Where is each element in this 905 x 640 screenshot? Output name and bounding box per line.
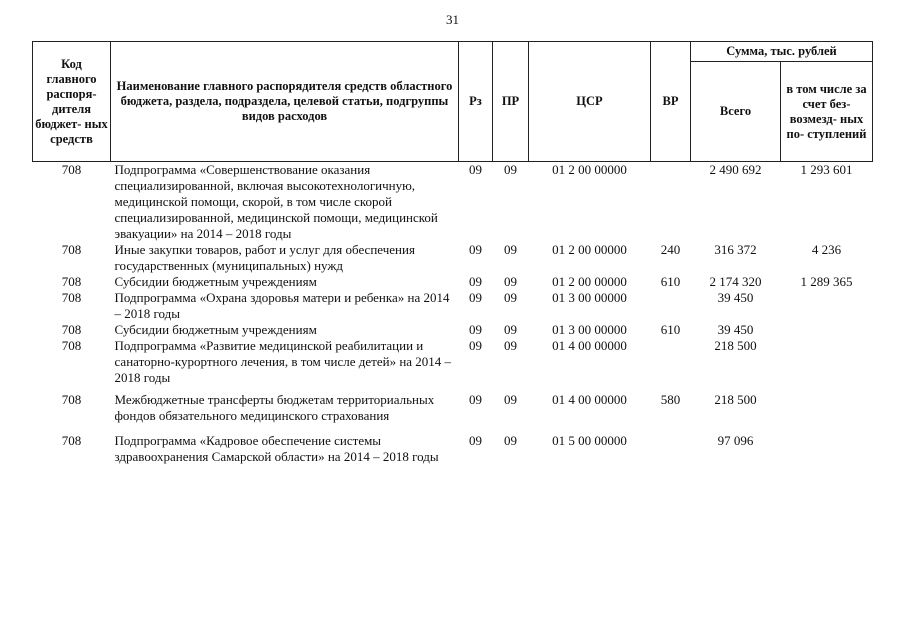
row-rz: 09 xyxy=(469,322,482,337)
header-code: Код главного распоря- дителя бюджет- ных средств xyxy=(33,42,111,162)
header-vr: ВР xyxy=(651,42,691,162)
row-rz: 09 xyxy=(469,242,482,257)
row-pr: 09 xyxy=(504,242,517,257)
row-name: Подпрограмма «Развитие медицинской реабилитации и санаторно-курортного лечения, в том числе детей» на 2014 – 2018 годы xyxy=(114,338,452,385)
row-incl xyxy=(781,290,873,322)
row-code: 708 xyxy=(61,162,82,177)
row-vr xyxy=(651,338,691,386)
table-row xyxy=(33,162,873,243)
row-csr: 01 3 00 00000 xyxy=(552,290,627,305)
table-row xyxy=(33,322,873,338)
row-incl: 4 236 xyxy=(811,242,842,257)
row-total: 39 450 xyxy=(717,290,754,305)
row-incl xyxy=(781,433,873,465)
row-total: 39 450 xyxy=(717,322,754,337)
row-name: Подпрограмма «Совершенствование оказания специализированной, включая высокотехнологичную, медицинской помощи, скорой, в том числе скорой специализированной, медицинской помощи, медицинской эвакуации» на 2014 – 2018 годы xyxy=(114,162,438,241)
row-pr: 09 xyxy=(504,392,517,407)
row-total: 2 174 320 xyxy=(709,274,762,289)
row-name: Подпрограмма «Кадровое обеспечение системы здравоохранения Самарской области» на 2014 – 2018 годы xyxy=(114,433,439,464)
row-csr: 01 5 00 00000 xyxy=(552,433,627,448)
row-rz: 09 xyxy=(469,338,482,353)
table-row xyxy=(33,433,873,465)
row-vr: 580 xyxy=(660,392,681,407)
row-name: Субсидии бюджетным учреждениям xyxy=(114,274,317,289)
row-rz: 09 xyxy=(469,433,482,448)
header-csr: ЦСР xyxy=(529,42,651,162)
row-rz: 09 xyxy=(469,274,482,289)
row-csr: 01 2 00 00000 xyxy=(552,162,627,177)
row-pr: 09 xyxy=(504,338,517,353)
row-csr: 01 4 00 00000 xyxy=(552,392,627,407)
row-pr: 09 xyxy=(504,162,517,177)
row-rz: 09 xyxy=(469,290,482,305)
row-total: 2 490 692 xyxy=(709,162,762,177)
row-name: Субсидии бюджетным учреждениям xyxy=(114,322,317,337)
header-sum-group: Сумма, тыс. рублей xyxy=(691,42,873,62)
table-row xyxy=(33,274,873,290)
row-code: 708 xyxy=(61,242,82,257)
row-vr: 610 xyxy=(660,322,681,337)
header-incl: в том числе за счет без- возмезд- ных по- ступлений xyxy=(781,62,873,162)
row-pr: 09 xyxy=(504,290,517,305)
row-pr: 09 xyxy=(504,274,517,289)
row-pr: 09 xyxy=(504,322,517,337)
row-vr: 240 xyxy=(660,242,681,257)
row-csr: 01 2 00 00000 xyxy=(552,274,627,289)
row-total: 218 500 xyxy=(714,338,757,353)
row-total: 316 372 xyxy=(714,242,757,257)
page-number: 31 xyxy=(446,12,459,27)
row-code: 708 xyxy=(61,338,82,353)
row-rz: 09 xyxy=(469,162,482,177)
row-incl: 1 289 365 xyxy=(800,274,853,289)
row-code: 708 xyxy=(61,322,82,337)
row-vr: 610 xyxy=(660,274,681,289)
row-name: Подпрограмма «Охрана здоровья матери и ребенка» на 2014 – 2018 годы xyxy=(114,290,450,321)
row-incl xyxy=(781,386,873,424)
row-incl xyxy=(781,322,873,338)
row-pr: 09 xyxy=(504,433,517,448)
row-csr: 01 4 00 00000 xyxy=(552,338,627,353)
row-code: 708 xyxy=(61,274,82,289)
row-rz: 09 xyxy=(469,392,482,407)
row-incl: 1 293 601 xyxy=(800,162,853,177)
table-row xyxy=(33,290,873,322)
row-vr xyxy=(651,433,691,465)
row-vr xyxy=(651,162,691,243)
row-code: 708 xyxy=(61,392,82,407)
row-code: 708 xyxy=(61,290,82,305)
header-pr: ПР xyxy=(493,42,529,162)
table-row xyxy=(33,242,873,274)
row-name: Иные закупки товаров, работ и услуг для обеспечения государственных (муниципальных) нужд xyxy=(114,242,415,273)
row-code: 708 xyxy=(61,433,82,448)
budget-table xyxy=(32,41,873,465)
row-vr xyxy=(651,290,691,322)
header-name: Наименование главного распорядителя средств областного бюджета, раздела, подраздела, целевой статьи, подгруппы видов расходов xyxy=(111,42,459,162)
header-total: Всего xyxy=(691,62,781,162)
row-csr: 01 2 00 00000 xyxy=(552,242,627,257)
table-row xyxy=(33,338,873,386)
row-name: Межбюджетные трансферты бюджетам территориальных фондов обязательного медицинского страхования xyxy=(114,392,435,423)
row-incl xyxy=(781,338,873,386)
row-total: 97 096 xyxy=(717,433,754,448)
header-rz: Рз xyxy=(459,42,493,162)
row-spacer xyxy=(33,424,873,433)
table-row xyxy=(33,386,873,424)
row-total: 218 500 xyxy=(714,392,757,407)
row-csr: 01 3 00 00000 xyxy=(552,322,627,337)
